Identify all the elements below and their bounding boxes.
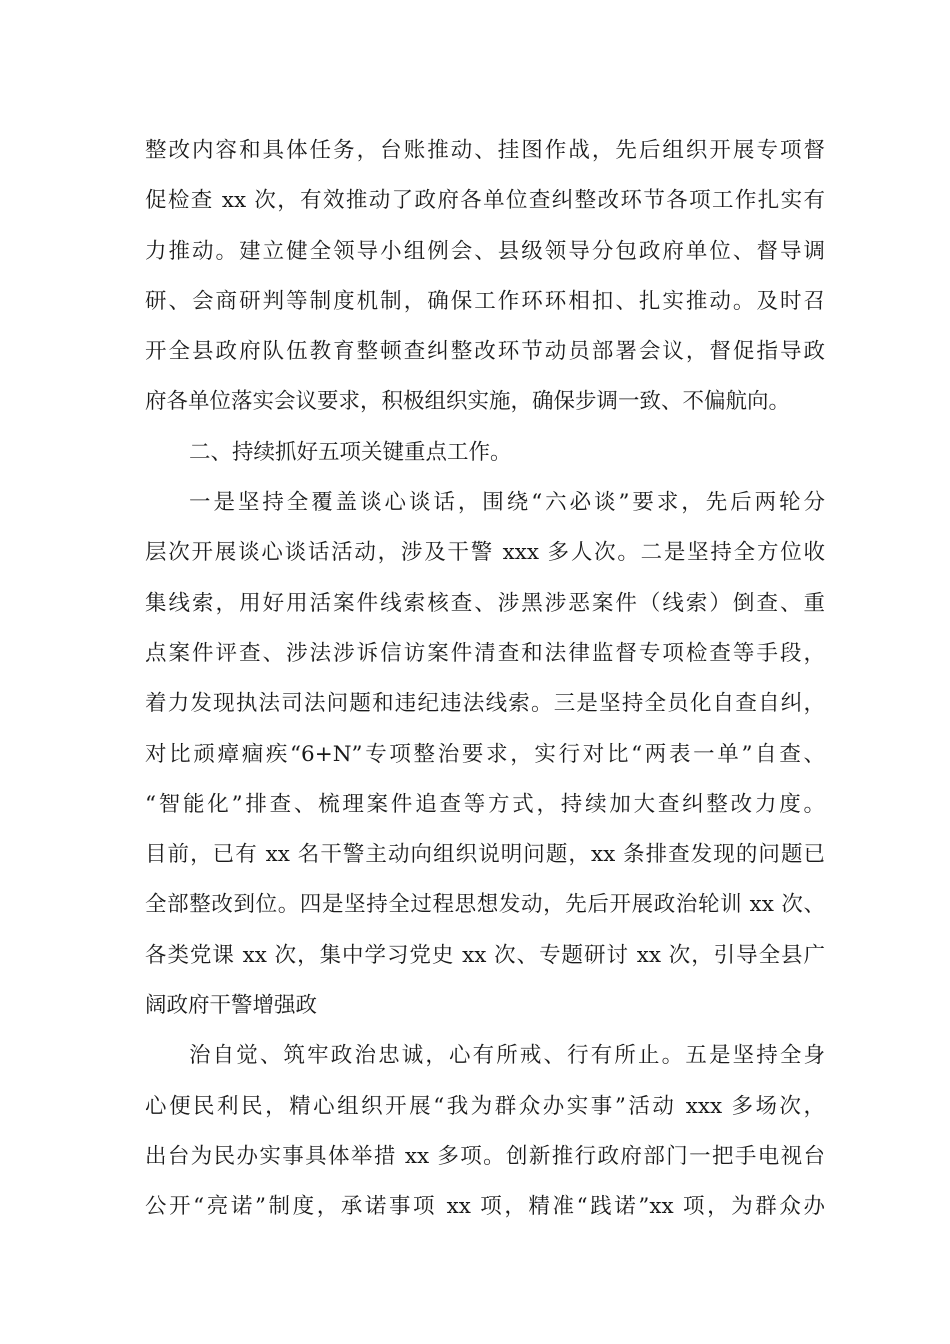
text-line: 整改内容和具体任务，台账推动、挂图作战，先后组织开展专项督 (145, 138, 825, 163)
text-line: 目前，已有 xx 名干警主动向组织说明问题，xx 条排查发现的问题已 (145, 842, 825, 868)
text-line: 着力发现执法司法问题和违纪违法线索。三是坚持全员化自查自纠， (145, 691, 825, 717)
text-line: 开全县政府队伍教育整顿查纠整改环节动员部署会议，督促指导政 (145, 339, 825, 365)
text-line: 阔政府干警增强政 (145, 993, 318, 1019)
text-line: 点案件评查、涉法涉诉信访案件清查和法律监督专项检查等手段， (145, 640, 825, 666)
text-line: “智能化”排查、梳理案件追查等方式，持续加大查纠整改力度。 (145, 791, 825, 817)
text-line: 集线索，用好用活案件线索核查、涉黑涉恶案件（线索）倒查、重 (145, 590, 825, 616)
text-line: 治自觉、筑牢政治忠诚，心有所戒、行有所止。五是坚持全身 (189, 1043, 825, 1069)
text-line: 府各单位落实会议要求，积极组织实施，确保步调一致、不偏航向。 (145, 389, 791, 415)
text-line: 对比顽瘴痼疾“6+N”专项整治要求，实行对比“两表一单”自查、 (145, 741, 825, 767)
text-line: 力推动。建立健全领导小组例会、县级领导分包政府单位、督导调 (145, 238, 825, 264)
text-line: 全部整改到位。四是坚持全过程思想发动，先后开展政治轮训 xx 次、 (145, 892, 825, 918)
text-line: 各类党课 xx 次，集中学习党史 xx 次、专题研讨 xx 次，引导全县广 (145, 942, 825, 968)
text-line: 二、持续抓好五项关键重点工作。 (189, 439, 512, 465)
text-line: 促检查 xx 次，有效推动了政府各单位查纠整改环节各项工作扎实有 (145, 188, 825, 214)
text-line: 一是坚持全覆盖谈心谈话，围绕“六必谈”要求，先后两轮分 (189, 490, 825, 516)
text-line: 出台为民办实事具体举措 xx 多项。创新推行政府部门一把手电视台 (145, 1143, 825, 1169)
text-line: 心便民利民，精心组织开展“我为群众办实事”活动 xxx 多场次， (145, 1093, 825, 1119)
text-line: 公开“亮诺”制度，承诺事项 xx 项，精准“践诺”xx 项，为群众办 (145, 1194, 825, 1220)
text-line: 研、会商研判等制度机制，确保工作环环相扣、扎实推动。及时召 (145, 288, 825, 314)
document-body (145, 126, 825, 1233)
text-line: 层次开展谈心谈话活动，涉及干警 xxx 多人次。二是坚持全方位收 (145, 540, 825, 566)
